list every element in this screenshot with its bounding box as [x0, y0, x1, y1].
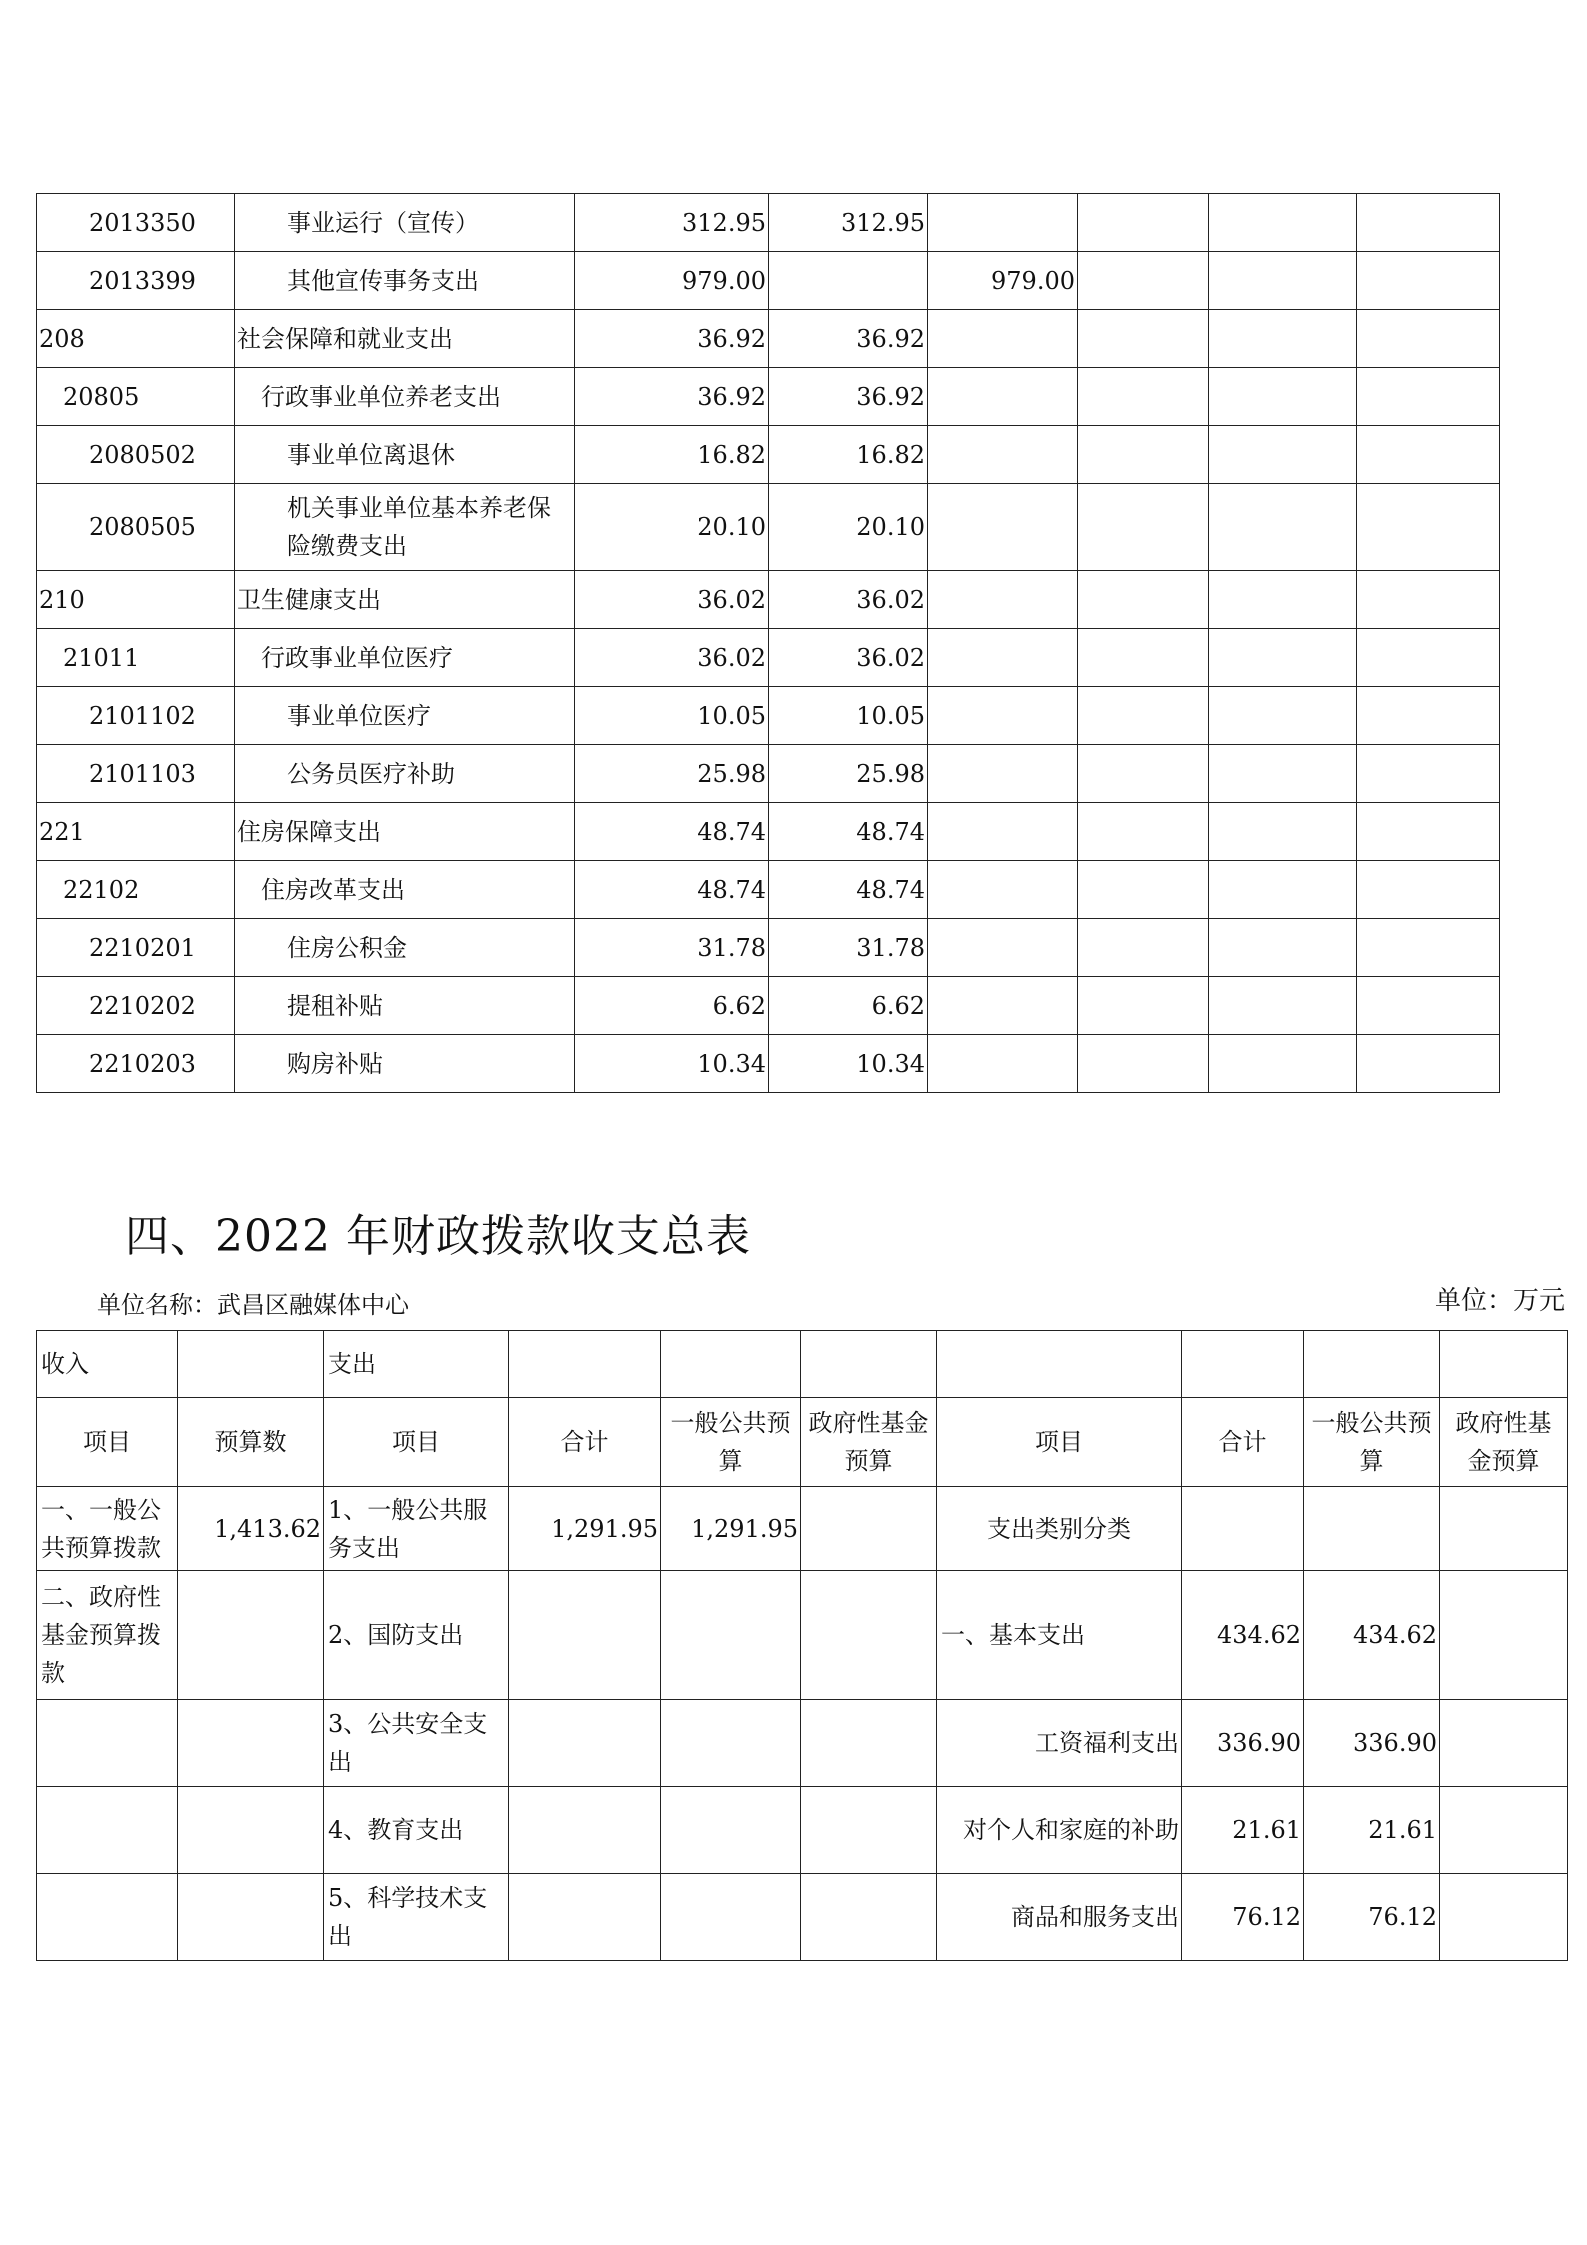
header-cat-item: 项目	[937, 1398, 1182, 1487]
code-cell: 2101102	[37, 687, 235, 745]
name-cell: 住房改革支出	[235, 861, 575, 919]
project-cell	[928, 629, 1078, 687]
empty-cell	[661, 1331, 801, 1398]
project-cell	[928, 977, 1078, 1035]
code-cell: 20805	[37, 368, 235, 426]
empty-cell	[1357, 426, 1500, 484]
table-row	[37, 1700, 1568, 1787]
project-cell	[928, 919, 1078, 977]
project-cell	[928, 687, 1078, 745]
empty-cell	[1209, 919, 1357, 977]
empty-cell	[1357, 310, 1500, 368]
table-row	[37, 803, 1500, 861]
expense-fund-cell	[801, 1571, 937, 1700]
expense-total-cell	[509, 1787, 661, 1874]
project-cell	[928, 310, 1078, 368]
code-cell: 2013350	[37, 194, 235, 252]
expense-item-cell: 1、一般公共服务支出	[324, 1487, 509, 1571]
total-cell: 312.95	[575, 194, 769, 252]
expense-group-label: 支出	[324, 1331, 509, 1398]
category-general-cell	[1304, 1487, 1440, 1571]
total-cell: 979.00	[575, 252, 769, 310]
column-header-row	[37, 1398, 1568, 1487]
expense-item-cell: 2、国防支出	[324, 1571, 509, 1700]
name-cell: 事业运行（宣传）	[235, 194, 575, 252]
empty-cell	[1357, 745, 1500, 803]
income-value-cell	[178, 1787, 324, 1874]
expense-fund-cell	[801, 1874, 937, 1961]
code-cell: 2210203	[37, 1035, 235, 1093]
empty-cell	[509, 1331, 661, 1398]
empty-cell	[1078, 1035, 1209, 1093]
empty-cell	[1209, 310, 1357, 368]
category-general-cell: 336.90	[1304, 1700, 1440, 1787]
table-row	[37, 687, 1500, 745]
empty-cell	[1209, 426, 1357, 484]
basic-cell: 48.74	[769, 861, 928, 919]
empty-cell	[1357, 803, 1500, 861]
table-row	[37, 919, 1500, 977]
basic-cell: 36.92	[769, 368, 928, 426]
header-cat-general: 一般公共预算	[1304, 1398, 1440, 1487]
name-cell: 其他宣传事务支出	[235, 252, 575, 310]
project-cell	[928, 571, 1078, 629]
code-cell: 2080502	[37, 426, 235, 484]
code-cell: 2101103	[37, 745, 235, 803]
header-cat-fund: 政府性基金预算	[1440, 1398, 1568, 1487]
basic-cell	[769, 252, 928, 310]
empty-cell	[1209, 629, 1357, 687]
total-cell: 16.82	[575, 426, 769, 484]
table-row	[37, 310, 1500, 368]
total-cell: 10.34	[575, 1035, 769, 1093]
income-group-label: 收入	[37, 1331, 178, 1398]
table-row	[37, 426, 1500, 484]
unit-name: 单位名称：武昌区融媒体中心	[97, 1291, 409, 1319]
empty-cell	[1078, 368, 1209, 426]
table-row	[37, 861, 1500, 919]
category-item-cell: 对个人和家庭的补助	[937, 1787, 1182, 1874]
income-item-cell	[37, 1787, 178, 1874]
empty-cell	[1182, 1331, 1304, 1398]
total-cell: 10.05	[575, 687, 769, 745]
basic-cell: 312.95	[769, 194, 928, 252]
expense-fund-cell	[801, 1700, 937, 1787]
category-total-cell: 336.90	[1182, 1700, 1304, 1787]
table-row	[37, 252, 1500, 310]
empty-cell	[1078, 194, 1209, 252]
expense-total-cell	[509, 1571, 661, 1700]
empty-cell	[1078, 426, 1209, 484]
empty-cell	[1357, 571, 1500, 629]
empty-cell	[1078, 977, 1209, 1035]
table-row	[37, 368, 1500, 426]
empty-cell	[1357, 687, 1500, 745]
empty-cell	[1078, 310, 1209, 368]
header-exp-item: 项目	[324, 1398, 509, 1487]
expense-general-cell	[661, 1700, 801, 1787]
basic-cell: 20.10	[769, 484, 928, 571]
empty-cell	[1357, 368, 1500, 426]
category-general-cell: 21.61	[1304, 1787, 1440, 1874]
empty-cell	[1357, 252, 1500, 310]
name-cell: 社会保障和就业支出	[235, 310, 575, 368]
project-cell	[928, 426, 1078, 484]
empty-cell	[1209, 861, 1357, 919]
empty-cell	[937, 1331, 1182, 1398]
expense-total-cell	[509, 1874, 661, 1961]
name-cell: 机关事业单位基本养老保险缴费支出	[235, 484, 575, 571]
total-cell: 31.78	[575, 919, 769, 977]
basic-cell: 10.05	[769, 687, 928, 745]
empty-cell	[1209, 252, 1357, 310]
empty-cell	[801, 1331, 937, 1398]
code-cell: 221	[37, 803, 235, 861]
empty-cell	[1357, 629, 1500, 687]
project-cell	[928, 803, 1078, 861]
basic-cell: 36.02	[769, 629, 928, 687]
basic-cell: 36.92	[769, 310, 928, 368]
category-item-cell: 工资福利支出	[937, 1700, 1182, 1787]
code-cell: 2080505	[37, 484, 235, 571]
header-general: 一般公共预算	[661, 1398, 801, 1487]
income-value-cell	[178, 1571, 324, 1700]
category-item-cell: 商品和服务支出	[937, 1874, 1182, 1961]
category-total-cell: 76.12	[1182, 1874, 1304, 1961]
code-cell: 2013399	[37, 252, 235, 310]
empty-cell	[1078, 252, 1209, 310]
expense-general-cell	[661, 1874, 801, 1961]
empty-cell	[1078, 861, 1209, 919]
empty-cell	[1357, 977, 1500, 1035]
name-cell: 住房公积金	[235, 919, 575, 977]
code-cell: 2210202	[37, 977, 235, 1035]
name-cell: 卫生健康支出	[235, 571, 575, 629]
category-fund-cell	[1440, 1487, 1568, 1571]
expense-item-cell: 4、教育支出	[324, 1787, 509, 1874]
category-fund-cell	[1440, 1571, 1568, 1700]
empty-cell	[1440, 1331, 1568, 1398]
empty-cell	[1078, 803, 1209, 861]
name-cell: 公务员医疗补助	[235, 745, 575, 803]
category-item-cell: 支出类别分类	[937, 1487, 1182, 1571]
expense-general-cell: 1,291.95	[661, 1487, 801, 1571]
basic-cell: 10.34	[769, 1035, 928, 1093]
empty-cell	[1078, 745, 1209, 803]
empty-cell	[1209, 977, 1357, 1035]
table-row	[37, 977, 1500, 1035]
table-row	[37, 1874, 1568, 1961]
empty-cell	[1209, 687, 1357, 745]
project-cell	[928, 368, 1078, 426]
income-item-cell	[37, 1874, 178, 1961]
empty-cell	[1209, 803, 1357, 861]
header-fund: 政府性基金预算	[801, 1398, 937, 1487]
empty-cell	[1357, 919, 1500, 977]
empty-cell	[1209, 368, 1357, 426]
income-value-cell	[178, 1700, 324, 1787]
table-row	[37, 194, 1500, 252]
table-row	[37, 745, 1500, 803]
basic-cell: 16.82	[769, 426, 928, 484]
income-item-cell: 一、一般公共预算拨款	[37, 1487, 178, 1571]
expense-general-cell	[661, 1787, 801, 1874]
total-cell: 20.10	[575, 484, 769, 571]
empty-cell	[1078, 687, 1209, 745]
code-cell: 208	[37, 310, 235, 368]
header-item: 项目	[37, 1398, 178, 1487]
table-row	[37, 1487, 1568, 1571]
name-cell: 提租补贴	[235, 977, 575, 1035]
header-cat-total: 合计	[1182, 1398, 1304, 1487]
total-cell: 6.62	[575, 977, 769, 1035]
table-row	[37, 629, 1500, 687]
expense-fund-cell	[801, 1487, 937, 1571]
expense-total-cell: 1,291.95	[509, 1487, 661, 1571]
empty-cell	[1357, 194, 1500, 252]
name-cell: 行政事业单位养老支出	[235, 368, 575, 426]
basic-cell: 6.62	[769, 977, 928, 1035]
category-total-cell: 434.62	[1182, 1571, 1304, 1700]
basic-cell: 31.78	[769, 919, 928, 977]
name-cell: 购房补贴	[235, 1035, 575, 1093]
category-total-cell: 21.61	[1182, 1787, 1304, 1874]
name-cell: 住房保障支出	[235, 803, 575, 861]
income-value-cell: 1,413.62	[178, 1487, 324, 1571]
empty-cell	[1078, 484, 1209, 571]
project-cell: 979.00	[928, 252, 1078, 310]
income-value-cell	[178, 1874, 324, 1961]
empty-cell	[178, 1331, 324, 1398]
code-cell: 21011	[37, 629, 235, 687]
total-cell: 48.74	[575, 861, 769, 919]
empty-cell	[1357, 484, 1500, 571]
expense-item-cell: 5、科学技术支出	[324, 1874, 509, 1961]
table-row	[37, 1787, 1568, 1874]
project-cell	[928, 194, 1078, 252]
empty-cell	[1209, 1035, 1357, 1093]
total-cell: 36.02	[575, 571, 769, 629]
expense-total-cell	[509, 1700, 661, 1787]
name-cell: 行政事业单位医疗	[235, 629, 575, 687]
category-total-cell	[1182, 1487, 1304, 1571]
empty-cell	[1209, 571, 1357, 629]
project-cell	[928, 484, 1078, 571]
table-row	[37, 1571, 1568, 1700]
empty-cell	[1078, 629, 1209, 687]
total-cell: 25.98	[575, 745, 769, 803]
total-cell: 36.92	[575, 310, 769, 368]
code-cell: 22102	[37, 861, 235, 919]
table-row	[37, 484, 1500, 571]
section-title: 四、2022 年财政拨款收支总表	[125, 1211, 751, 1262]
group-header-row	[37, 1331, 1568, 1398]
category-general-cell: 76.12	[1304, 1874, 1440, 1961]
name-cell: 事业单位离退休	[235, 426, 575, 484]
header-budget: 预算数	[178, 1398, 324, 1487]
fiscal-summary-table	[36, 1330, 1568, 1961]
empty-cell	[1304, 1331, 1440, 1398]
basic-cell: 36.02	[769, 571, 928, 629]
empty-cell	[1078, 571, 1209, 629]
expense-item-cell: 3、公共安全支出	[324, 1700, 509, 1787]
project-cell	[928, 861, 1078, 919]
project-cell	[928, 745, 1078, 803]
basic-cell: 48.74	[769, 803, 928, 861]
total-cell: 48.74	[575, 803, 769, 861]
empty-cell	[1209, 484, 1357, 571]
category-fund-cell	[1440, 1787, 1568, 1874]
category-fund-cell	[1440, 1874, 1568, 1961]
expense-general-cell	[661, 1571, 801, 1700]
income-item-cell	[37, 1700, 178, 1787]
total-cell: 36.02	[575, 629, 769, 687]
unit-label: 单位：万元	[1434, 1286, 1565, 1316]
category-general-cell: 434.62	[1304, 1571, 1440, 1700]
table-row	[37, 1035, 1500, 1093]
project-cell	[928, 1035, 1078, 1093]
category-item-cell: 一、基本支出	[937, 1571, 1182, 1700]
code-cell: 2210201	[37, 919, 235, 977]
category-fund-cell	[1440, 1700, 1568, 1787]
empty-cell	[1357, 1035, 1500, 1093]
empty-cell	[1357, 861, 1500, 919]
code-cell: 210	[37, 571, 235, 629]
header-total: 合计	[509, 1398, 661, 1487]
expense-fund-cell	[801, 1787, 937, 1874]
table-row	[37, 571, 1500, 629]
empty-cell	[1209, 745, 1357, 803]
name-cell: 事业单位医疗	[235, 687, 575, 745]
empty-cell	[1078, 919, 1209, 977]
total-cell: 36.92	[575, 368, 769, 426]
empty-cell	[1209, 194, 1357, 252]
income-item-cell: 二、政府性基金预算拨款	[37, 1571, 178, 1700]
expenditure-detail-table	[36, 193, 1500, 1093]
basic-cell: 25.98	[769, 745, 928, 803]
